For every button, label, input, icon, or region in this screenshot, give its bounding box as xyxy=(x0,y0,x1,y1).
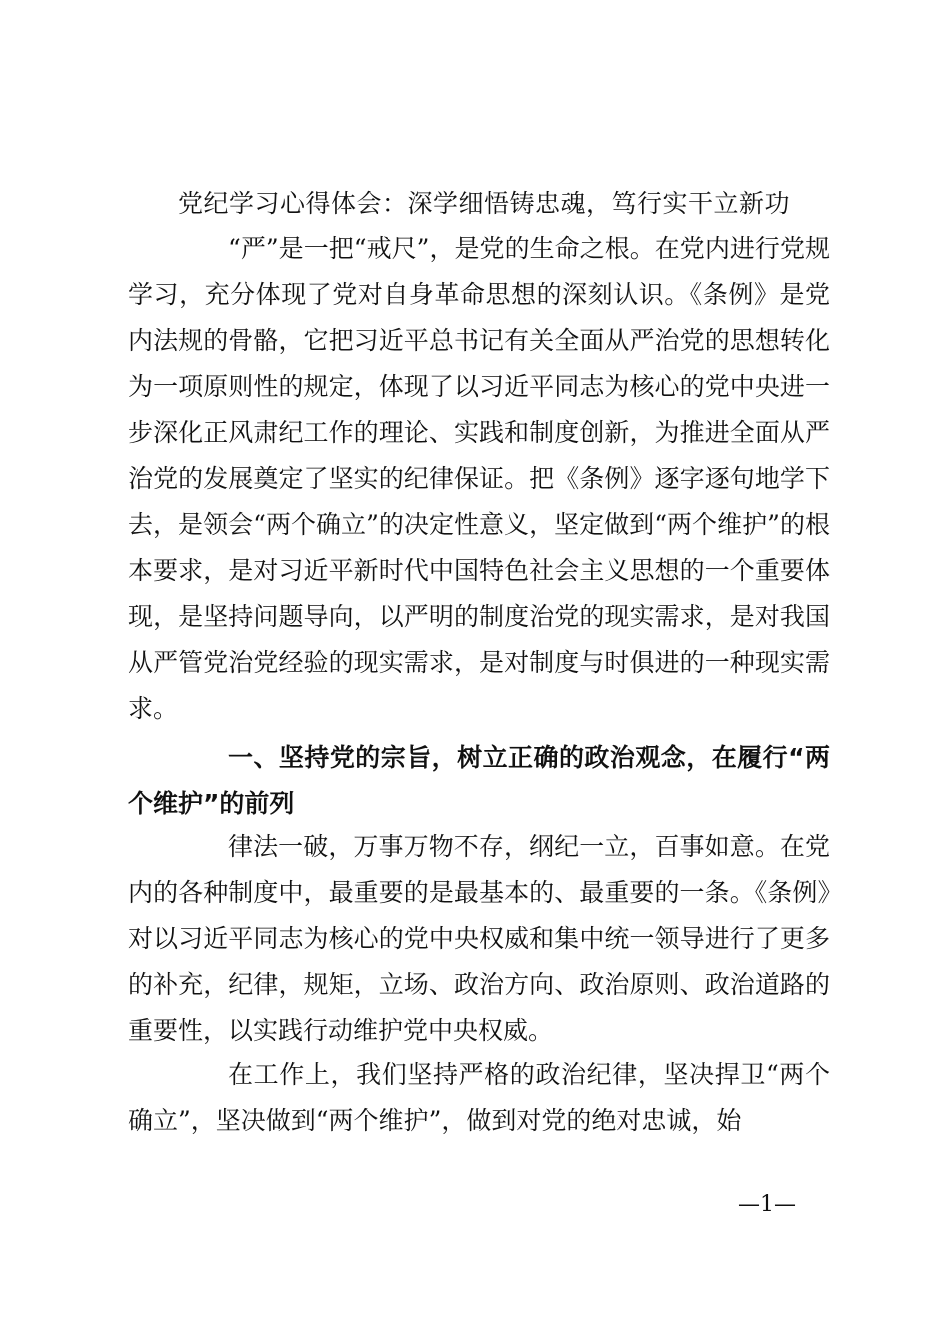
paragraph-section-1-b: 在工作上，我们坚持严格的政治纪律，坚决捍卫“两个确立”，坚决做到“两个维护”，做到对党的绝对忠诚，始 xyxy=(128,1060,830,1135)
section-heading-1: 一、坚持党的宗旨，树立正确的政治观念，在履行“两个维护”的前列 xyxy=(128,743,830,818)
paragraph-section-1-a: 律法一破，万事万物不存，纲纪一立，百事如意。在党内的各种制度中，最重要的是最基本的、最重要的一条。《条例》对以习近平同志为核心的党中央权威和集中统一领导进行了更多的补充，纪律，规矩，立场、政治方向、政治原则、政治道路的重要性，以实践行动维护党中央权威。 xyxy=(128,832,830,1045)
paragraph-intro: “严”是一把“戒尺”，是党的生命之根。在党内进行党规学习，充分体现了党对自身革命思想的深刻认识。《条例》是党内法规的骨骼，它把习近平总书记有关全面从严治党的思想转化为一项原则性的规定，体现了以习近平同志为核心的党中央进一步深化正风肃纪工作的理论、实践和制度创新，为推进全面从严治党的发展奠定了坚实的纪律保证。把《条例》逐字逐句地学下去，是领会“两个确立”的决定性意义，坚定做到“两个维护”的根本要求，是对习近平新时代中国特色社会主义思想的一个重要体现，是坚持问题导向，以严明的制度治党的现实需求，是对我国从严管党治党经验的现实需求，是对制度与时俱进的一种现实需求。 xyxy=(128,234,830,723)
page-number: —1— xyxy=(738,1192,796,1217)
document-title: 党纪学习心得体会：深学细悟铸忠魂，笃行实干立新功 xyxy=(178,189,791,218)
